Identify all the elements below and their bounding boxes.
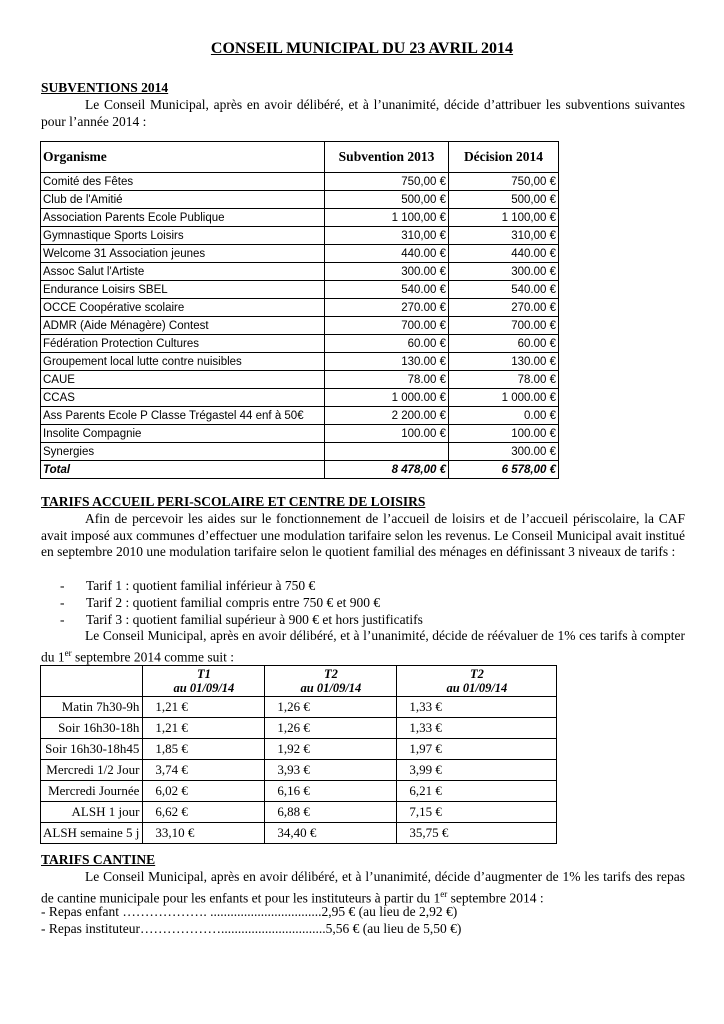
- subvention-2013-cell: [325, 443, 449, 461]
- table-row: [41, 299, 559, 317]
- decision-2014-cell: 300.00 €: [449, 443, 559, 461]
- decision-2014-cell: 270.00 €: [449, 299, 559, 317]
- table-row: [41, 823, 557, 844]
- page-title: CONSEIL MUNICIPAL DU 23 AVRIL 2014: [210, 40, 514, 57]
- t1-cell: 3,74 €: [143, 760, 265, 781]
- decision-2014-cell: 1 100,00 €: [449, 209, 559, 227]
- subventions-table: [40, 141, 559, 479]
- table-row: [41, 317, 559, 335]
- t2-cell: 1,26 €: [265, 697, 397, 718]
- subvention-2013-cell: 60.00 €: [325, 335, 449, 353]
- t3-cell: 1,33 €: [397, 697, 557, 718]
- tarifs-decision: Le Conseil Municipal, après en avoir délibéré, et à l’unanimité, décide de réévaluer de 1% ces tarifs à compter du 1er septembre 2014 comme suit :: [41, 628, 685, 664]
- t1-cell: 6,02 €: [143, 781, 265, 802]
- tarif-level-3: - Tarif 3 : quotient familial supérieur à 900 € et hors justificatifs: [60, 612, 423, 627]
- t3-cell: 1,33 €: [397, 718, 557, 739]
- creneau-cell: ALSH 1 jour: [41, 802, 143, 823]
- decision-2014-cell: 1 000.00 €: [449, 389, 559, 407]
- table-row: [41, 191, 559, 209]
- col-t3: T2 au 01/09/14: [397, 666, 557, 697]
- organisme-cell: OCCE Coopérative scolaire: [41, 299, 325, 317]
- organisme-cell: Association Parents Ecole Publique: [41, 209, 325, 227]
- tarifs-table: [40, 665, 557, 844]
- col-t1: T1 au 01/09/14: [143, 666, 265, 697]
- table-row: [41, 263, 559, 281]
- creneau-cell: ALSH semaine 5 j: [41, 823, 143, 844]
- decision-2014-cell: 700.00 €: [449, 317, 559, 335]
- tarifs-corner-cell: [41, 666, 143, 697]
- subventions-heading: SUBVENTIONS 2014: [41, 80, 169, 95]
- t1-cell: 33,10 €: [143, 823, 265, 844]
- decision-2014-cell: 0.00 €: [449, 407, 559, 425]
- decision-2014-cell: 310,00 €: [449, 227, 559, 245]
- subvention-2013-cell: 300.00 €: [325, 263, 449, 281]
- organisme-cell: Groupement local lutte contre nuisibles: [41, 353, 325, 371]
- table-row: [41, 353, 559, 371]
- decision-2014-cell: 500,00 €: [449, 191, 559, 209]
- subventions-header-row: [41, 142, 559, 173]
- decision-2014-cell: 78.00 €: [449, 371, 559, 389]
- table-row: [41, 760, 557, 781]
- organisme-cell: Gymnastique Sports Loisirs: [41, 227, 325, 245]
- creneau-cell: Mercredi Journée: [41, 781, 143, 802]
- col-organisme: Organisme: [41, 142, 325, 173]
- decision-2014-cell: 440.00 €: [449, 245, 559, 263]
- tarifs-heading: TARIFS ACCUEIL PERI-SCOLAIRE ET CENTRE DE LOISIRS: [41, 494, 426, 509]
- subvention-2013-cell: 750,00 €: [325, 173, 449, 191]
- table-row: [41, 425, 559, 443]
- table-row: [41, 227, 559, 245]
- decision-2014-cell: 300.00 €: [449, 263, 559, 281]
- total-label-cell: Total: [41, 461, 325, 479]
- cantine-heading: TARIFS CANTINE: [41, 852, 156, 867]
- tarif-level-1: - Tarif 1 : quotient familial inférieur à 750 €: [60, 578, 316, 593]
- t2-cell: 3,93 €: [265, 760, 397, 781]
- subvention-2013-cell: 310,00 €: [325, 227, 449, 245]
- decision-2014-cell: 130.00 €: [449, 353, 559, 371]
- decision-2014-cell: 750,00 €: [449, 173, 559, 191]
- decision-2014-cell: 100.00 €: [449, 425, 559, 443]
- t2-cell: 1,26 €: [265, 718, 397, 739]
- t2-cell: 6,88 €: [265, 802, 397, 823]
- tarifs-header-row: [41, 666, 557, 697]
- table-row: [41, 173, 559, 191]
- t2-cell: 1,92 €: [265, 739, 397, 760]
- table-row: [41, 739, 557, 760]
- table-row: [41, 718, 557, 739]
- decision-2014-cell: 540.00 €: [449, 281, 559, 299]
- repas-instituteur-line: - Repas instituteur………………...............................5,56 € (au lieu de 5,50 €): [41, 921, 462, 936]
- organisme-cell: Insolite Compagnie: [41, 425, 325, 443]
- subvention-2013-cell: 130.00 €: [325, 353, 449, 371]
- t2-cell: 34,40 €: [265, 823, 397, 844]
- subvention-2013-cell: 270.00 €: [325, 299, 449, 317]
- t3-cell: 35,75 €: [397, 823, 557, 844]
- total-row: [41, 461, 559, 479]
- subventions-intro: Le Conseil Municipal, après en avoir délibéré, et à l’unanimité, décide d’attribuer les subventions suivantes pour l’année 2014 :: [41, 97, 685, 129]
- subvention-2013-cell: 700.00 €: [325, 317, 449, 335]
- table-row: [41, 443, 559, 461]
- subvention-2013-cell: 540.00 €: [325, 281, 449, 299]
- organisme-cell: Endurance Loisirs SBEL: [41, 281, 325, 299]
- subvention-2013-cell: 500,00 €: [325, 191, 449, 209]
- table-row: [41, 802, 557, 823]
- t1-cell: 1,21 €: [143, 718, 265, 739]
- organisme-cell: Assoc Salut l'Artiste: [41, 263, 325, 281]
- table-row: [41, 781, 557, 802]
- col-subvention-2013: Subvention 2013: [325, 142, 449, 173]
- t3-cell: 6,21 €: [397, 781, 557, 802]
- table-row: [41, 281, 559, 299]
- subvention-2013-cell: 440.00 €: [325, 245, 449, 263]
- organisme-cell: ADMR (Aide Ménagère) Contest: [41, 317, 325, 335]
- total-2013-cell: 8 478,00 €: [325, 461, 449, 479]
- t3-cell: 3,99 €: [397, 760, 557, 781]
- t1-cell: 6,62 €: [143, 802, 265, 823]
- organisme-cell: Club de l'Amitié: [41, 191, 325, 209]
- col-decision-2014: Décision 2014: [449, 142, 559, 173]
- table-row: [41, 245, 559, 263]
- total-2014-cell: 6 578,00 €: [449, 461, 559, 479]
- t2-cell: 6,16 €: [265, 781, 397, 802]
- t3-cell: 7,15 €: [397, 802, 557, 823]
- creneau-cell: Soir 16h30-18h: [41, 718, 143, 739]
- table-row: [41, 335, 559, 353]
- t1-cell: 1,21 €: [143, 697, 265, 718]
- subvention-2013-cell: 2 200.00 €: [325, 407, 449, 425]
- table-row: [41, 407, 559, 425]
- col-t2: T2 au 01/09/14: [265, 666, 397, 697]
- subvention-2013-cell: 1 000.00 €: [325, 389, 449, 407]
- subvention-2013-cell: 78.00 €: [325, 371, 449, 389]
- decision-2014-cell: 60.00 €: [449, 335, 559, 353]
- table-row: [41, 389, 559, 407]
- t3-cell: 1,97 €: [397, 739, 557, 760]
- subvention-2013-cell: 100.00 €: [325, 425, 449, 443]
- subvention-2013-cell: 1 100,00 €: [325, 209, 449, 227]
- organisme-cell: Ass Parents Ecole P Classe Trégastel 44 enf à 50€: [41, 407, 325, 425]
- cantine-intro: Le Conseil Municipal, après en avoir délibéré, et à l’unanimité, décide d’augmenter de 1% les tarifs des repas de cantine municipale pour les enfants et pour les instituteurs à partir du 1er septembre 2014 :: [41, 869, 685, 905]
- tarifs-intro: Afin de percevoir les aides sur le fonctionnement de l’accueil de loisirs et de l’accueil périscolaire, la CAF avait imposé aux communes d’effectuer une modulation tarifaire selon les revenus. Le Conseil Municipal avait institué en septembre 2010 une modulation tarifaire selon le quotient familial des ménages en définissant 3 niveaux de tarifs :: [41, 511, 685, 559]
- organisme-cell: Comité des Fêtes: [41, 173, 325, 191]
- organisme-cell: CAUE: [41, 371, 325, 389]
- organisme-cell: Welcome 31 Association jeunes: [41, 245, 325, 263]
- organisme-cell: Synergies: [41, 443, 325, 461]
- t1-cell: 1,85 €: [143, 739, 265, 760]
- table-row: [41, 209, 559, 227]
- creneau-cell: Matin 7h30-9h: [41, 697, 143, 718]
- organisme-cell: CCAS: [41, 389, 325, 407]
- creneau-cell: Soir 16h30-18h45: [41, 739, 143, 760]
- organisme-cell: Fédération Protection Cultures: [41, 335, 325, 353]
- table-row: [41, 697, 557, 718]
- tarif-level-2: - Tarif 2 : quotient familial compris entre 750 € et 900 €: [60, 595, 381, 610]
- table-row: [41, 371, 559, 389]
- creneau-cell: Mercredi 1/2 Jour: [41, 760, 143, 781]
- repas-enfant-line: - Repas enfant ………………. .................................2,95 € (au lieu de 2,92 €): [41, 904, 458, 919]
